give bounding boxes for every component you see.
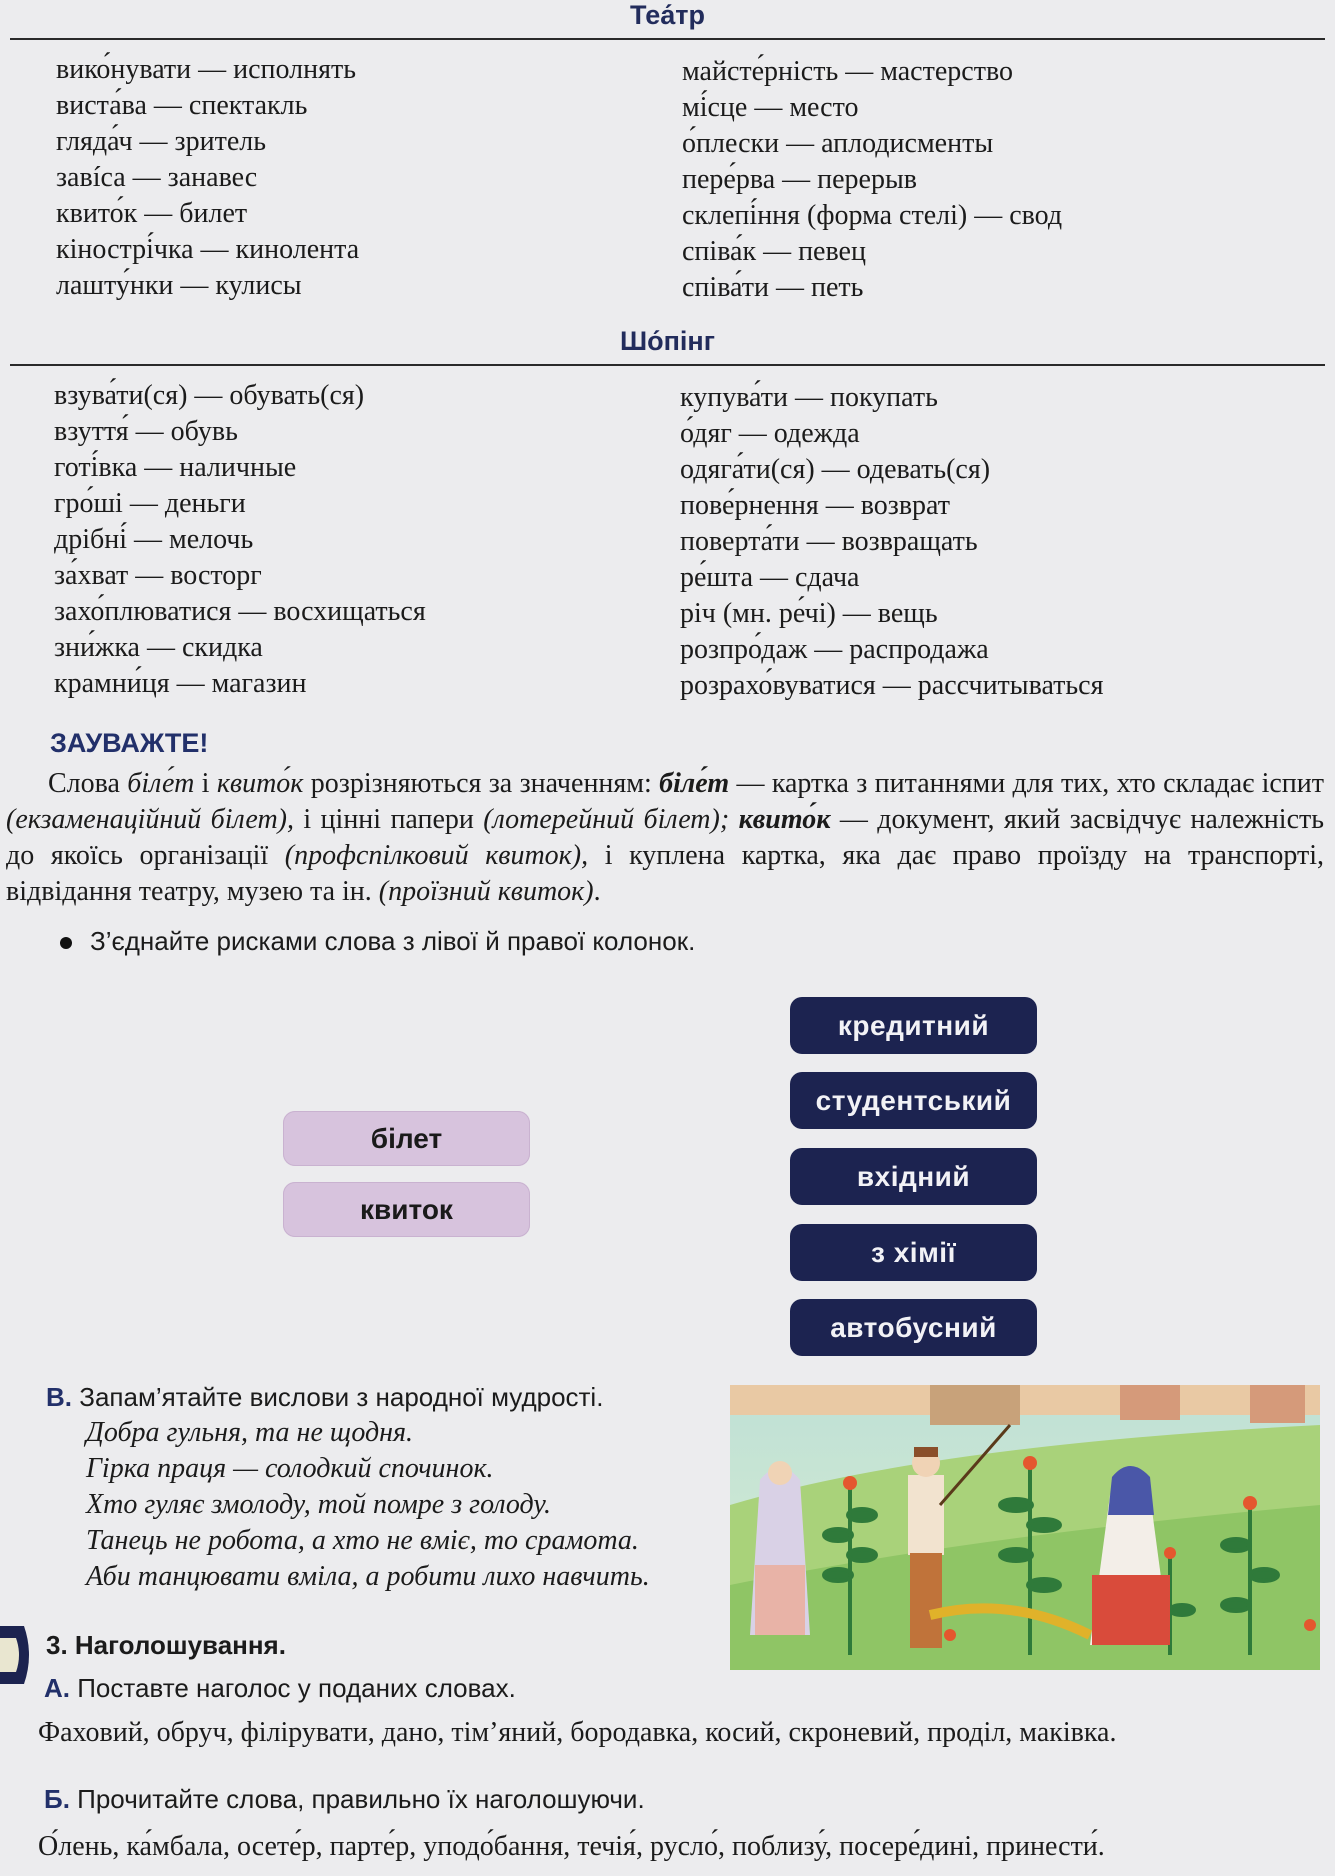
- bullet-icon: [60, 937, 72, 949]
- vocab-item: мі́сце — место: [682, 92, 859, 123]
- vocab-item: поверта́ти — возвращать: [680, 526, 978, 557]
- note-text: Слова біле́т і квито́к розрізняються за значенням: біле́т — картка з питаннями для тих, хто складає іспит (екзаменаційний білет), і цінні папери (лотерейний білет); квито́к — документ, який засвідчує належність до якоїсь організації (профспілковий квиток), і куплена картка, яка дає право проїзду на транспорті, відвідання театру, музею та ін. (проїзний квиток).: [6, 768, 1325, 907]
- match-right-credit[interactable]: кредитний: [790, 997, 1037, 1054]
- vocab-item: розпро́даж — распродажа: [680, 634, 989, 665]
- section-v-heading: В. Запам’ятайте вислови з народної мудрості.: [46, 1382, 604, 1412]
- match-right-chemistry[interactable]: з хімії: [790, 1224, 1037, 1281]
- vocab-item: за́хват — восторг: [54, 560, 262, 591]
- divider: [10, 38, 1325, 40]
- section-title-shopping: Шо́пінг: [620, 326, 715, 356]
- vocab-item: пере́рва — перерыв: [682, 164, 917, 195]
- match-right-entry[interactable]: вхідний: [790, 1148, 1037, 1205]
- shopping-vocab-left: [54, 378, 426, 702]
- divider: [10, 364, 1325, 366]
- section-title-theatre: Теа́тр: [630, 0, 705, 30]
- shopping-vocab-right: [680, 380, 1103, 704]
- saying-item: Гірка праця — солодкий спочинок.: [86, 1453, 494, 1484]
- section-3b-words: О́лень, ка́мбала, осете́р, парте́р, уподо́бання, течія́, русло́, поблизу́, посере́дині, принести́.: [38, 1831, 1105, 1862]
- saying-item: Хто гуляє змолоду, той помре з голоду.: [86, 1489, 552, 1520]
- theatre-vocab-left: [56, 52, 359, 304]
- folk-illustration: [730, 1385, 1320, 1670]
- vocab-item: співа́ти — петь: [682, 272, 864, 303]
- vocab-item: крамни́ця — магазин: [54, 668, 307, 699]
- section-3b-heading: Б. Прочитайте слова, правильно їх наголошуючи.: [44, 1784, 645, 1814]
- vocab-item: виста́ва — спектакль: [56, 90, 308, 121]
- vocab-item: гляда́ч — зритель: [56, 126, 266, 157]
- vocab-item: квито́к — билет: [56, 198, 248, 229]
- vocab-item: дрібні́ — мелочь: [54, 524, 254, 555]
- vocab-item: купува́ти — покупать: [680, 382, 938, 413]
- match-left-kvytok[interactable]: квиток: [283, 1182, 530, 1237]
- vocab-item: о́дяг — одежда: [680, 418, 860, 449]
- vocab-item: зни́жка — скидка: [54, 632, 263, 663]
- vocab-item: одяга́ти(ся) — одевать(ся): [680, 454, 991, 485]
- vocab-item: гро́ші — деньги: [54, 488, 246, 519]
- theatre-vocab-right: [682, 54, 1062, 306]
- section-3a-heading: А. Поставте наголос у поданих словах.: [44, 1673, 516, 1703]
- vocab-item: склепі́ння (форма стелі) — свод: [682, 200, 1063, 231]
- vocab-item: взува́ти(ся) — обувать(ся): [54, 380, 365, 411]
- match-instruction: З’єднайте рисками слова з лівої й правої колонок.: [60, 926, 695, 957]
- vocab-item: кiнострі́чка — кинолента: [56, 234, 360, 265]
- match-right-student[interactable]: студентський: [790, 1072, 1037, 1129]
- section-3a-words: Фаховий, обруч, філірувати, дано, тім’яний, бородавка, косий, скроневий, продiл, маківка.: [38, 1717, 1117, 1748]
- vocab-item: вико́нувати — исполнять: [56, 54, 357, 85]
- vocab-item: ре́шта — сдача: [680, 562, 860, 593]
- vocab-item: річ (мн. ре́чі) — вещь: [680, 598, 938, 629]
- vocab-item: пове́рнення — возврат: [680, 490, 950, 521]
- vocab-item: взуття́ — обувь: [54, 416, 238, 447]
- saying-item: Добра гульня, та не щодня.: [86, 1417, 414, 1448]
- vocab-item: захо́плюватися — восхищаться: [54, 596, 426, 627]
- match-left-bilet[interactable]: білет: [283, 1111, 530, 1166]
- vocab-item: майсте́рність — мастерство: [682, 56, 1013, 87]
- match-right-bus[interactable]: автобусний: [790, 1299, 1037, 1356]
- section-3-title: 3. Наголошування.: [46, 1630, 286, 1660]
- note-title: ЗАУВАЖТЕ!: [50, 728, 209, 758]
- vocab-item: лашту́нки — кулисы: [56, 270, 302, 301]
- vocab-item: о́плески — аплодисменты: [682, 128, 994, 159]
- vocab-item: співа́к — певец: [682, 236, 866, 267]
- sayings-list: [86, 1415, 650, 1595]
- saying-item: Танець не робота, а хто не вміє, то срамота.: [86, 1525, 639, 1556]
- vocab-item: розрахо́вуватися — рассчитываться: [680, 670, 1104, 701]
- saying-item: Аби танцювати вміла, а робити лихо навчить.: [86, 1561, 650, 1592]
- vocab-item: завíса — занавес: [56, 162, 258, 193]
- section-marker-icon: [0, 1622, 34, 1688]
- vocab-item: готі́вка — наличные: [54, 452, 297, 483]
